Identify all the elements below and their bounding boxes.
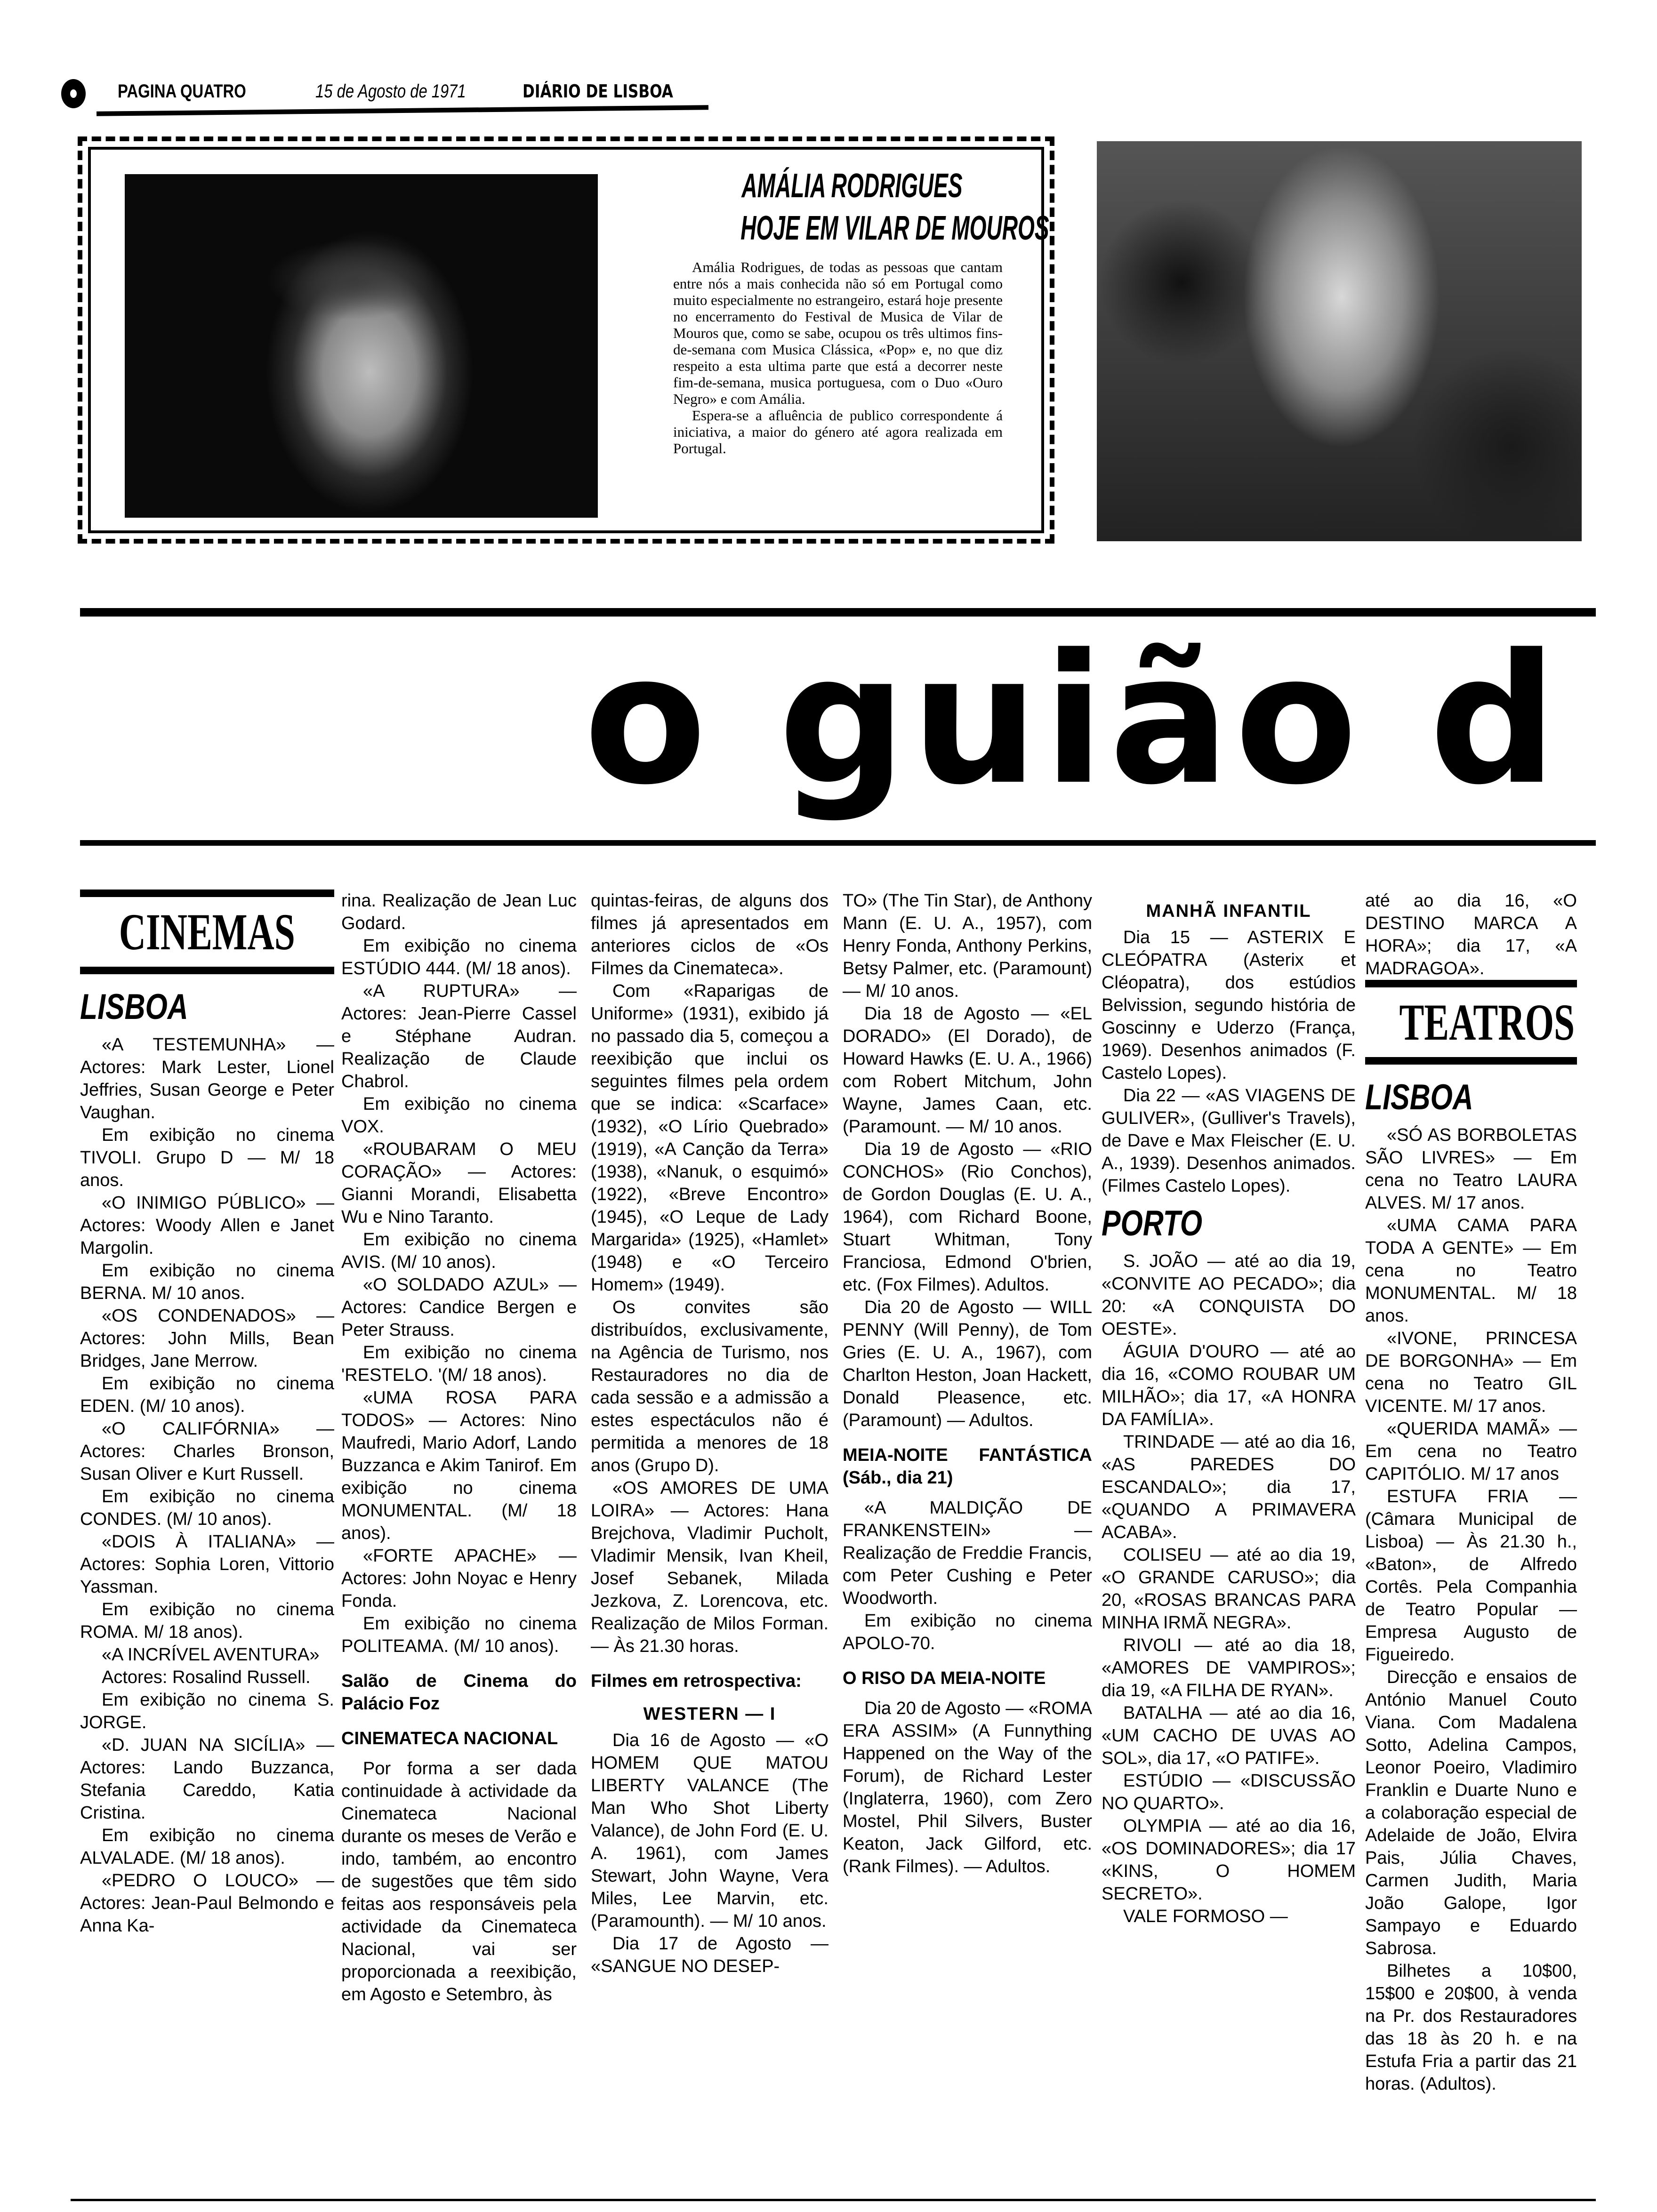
listing-paragraph: RIVOLI — até ao dia 18, «AMORES DE VAMPIROS»; dia 19, «A FILHA DE RYAN».	[1102, 1635, 1356, 1700]
listing-paragraph: «A RUPTURA» — Actores: Jean-Pierre Cassel e Stéphane Audran. Realização de Claude Chabrol.	[341, 981, 577, 1091]
listing-paragraph: S. JOÃO — até ao dia 19, «CONVITE AO PECADO»; dia 20: «A CONQUISTA DO OESTE».	[1102, 1251, 1356, 1339]
listing-paragraph: Em exibição no cinema ALVALADE. (M/ 18 anos).	[80, 1826, 334, 1868]
feature-headline	[678, 165, 1049, 254]
listing-paragraph: Em exibição no cinema ROMA. M/ 18 anos).	[80, 1600, 334, 1642]
guide-headline: o guião d	[584, 616, 1562, 824]
listing-paragraph: «A INCRÍVEL AVENTURA»	[102, 1645, 320, 1665]
feature-headline-line1: AMÁLIA RODRIGUES	[741, 167, 963, 205]
listing-paragraph: «FORTE APACHE» — Actores: John Noyac e Henry Fonda.	[341, 1546, 577, 1611]
listing-paragraph: Em exibição no cinema EDEN. (M/ 10 anos).	[80, 1374, 334, 1416]
listing-paragraph: Com «Raparigas de Uniforme» (1931), exibido já no passado dia 5, começou a reexibição que inclui os seguintes filmes pela ordem que se indica: «Scarface» (1932), «O Lírio Quebrado» (1919), «A Canção da Terra» (1938), «Nanuk, o esquimó» (1922), «Breve Encontro» (1945), «O Leque de Lady Margarida» (1925), «Hamlet» (1948) e «O Terceiro Homem» (1949).	[591, 981, 828, 1295]
listing-paragraph: Em exibição no cinema S. JORGE.	[80, 1690, 334, 1732]
listing-paragraph: Em exibição no cinema VOX.	[341, 1094, 577, 1137]
amalia-portrait-photo	[125, 174, 598, 518]
listing-paragraph: Em exibição no cinema AVIS. (M/ 10 anos).	[341, 1230, 577, 1272]
listing-paragraph: BATALHA — até ao dia 16, «UM CACHO DE UVAS AO SOL», dia 17, «O PATIFE».	[1102, 1703, 1356, 1768]
page-number: PAGINA QUATRO	[118, 81, 246, 102]
feature-paragraph: Amália Rodrigues, de todas as pessoas que cantam entre nós a mais conhecida não só em Portugal como muito especialmente no estrangeiro, estará hoje presente no encerramento do Festival de Musica de Vilar de Mouros que, como se sabe, ocupou os três ultimos fins-de-semana com Musica Clássica, «Pop» e, no que diz respeito a esta ultima parte que está a decorrer neste fim-de-semana, musica portuguesa, com o Duo «Ouro Negro» e com Amália.	[673, 259, 1003, 407]
section-heading-text: CINEMAS	[119, 903, 296, 961]
continued-paragraph: TO» (The Tin Star), de Anthony Mann (E. U. A., 1957), com Henry Fonda, Anthony Perkins, Betsy Palmer, etc. (Paramount) — M/ 10 anos.	[843, 891, 1092, 1001]
listing-paragraph: Dia 18 de Agosto — «EL DORADO» (El Dorado), de Howard Hawks (E. U. A., 1966) com Robert Mitchum, John Wayne, James Caan, etc. (Paramount. — M/ 10 anos.	[843, 1004, 1092, 1137]
listing-paragraph: Dia 20 de Agosto — WILL PENNY (Will Penny), de Tom Gries (E. U. A., 1967), com Charlton Heston, Joan Hackett, Donald Pleasence, etc. (Paramount) — Adultos.	[843, 1298, 1092, 1430]
listing-paragraph: Direcção e ensaios de António Manuel Couto Viana. Com Madalena Sotto, Adelina Campos, Leonor Poeiro, Vladimiro Franklin e Duarte Nuno e a colaboração especial de Adelaide de João, Elvira Pais, Júlia Chaves, Carmen Judith, Maria João Galope, Igor Sampayo e Eduardo Sabrosa.	[1365, 1667, 1577, 1958]
subheading: Filmes em retrospectiva:	[591, 1671, 802, 1691]
listing-paragraph: «O INIMIGO PÚBLICO» — Actores: Woody Allen e Janet Margolin.	[80, 1193, 334, 1258]
listing-paragraph: «OS CONDENADOS» — Actores: John Mills, Bean Bridges, Jane Merrow.	[80, 1306, 334, 1371]
listing-paragraph: Em exibição no cinema ESTÚDIO 444. (M/ 18 anos).	[341, 936, 577, 978]
listing-paragraph: ESTUFA FRIA — (Câmara Municipal de Lisboa) — Às 21.30 h., «Baton», de Alfredo Cortês. Pela Companhia de Teatro Popular — Empresa Augusto de Figueiredo.	[1365, 1487, 1577, 1665]
feature-paragraph: Espera-se a afluência de publico correspondente á iniciativa, a maior do género até agora realizada em Portugal.	[673, 407, 1003, 457]
listing-paragraph: COLISEU — até ao dia 19, «O GRANDE CARUSO»; dia 20, «ROSAS BRANCAS PARA MINHA IRMÃ NEGRA».	[1102, 1545, 1356, 1633]
subheading: Salão de Cinema do Palácio Foz	[341, 1671, 577, 1714]
listing-paragraph: «D. JUAN NA SICÍLIA» — Actores: Lando Buzzanca, Stefania Careddo, Katia Cristina.	[80, 1735, 334, 1823]
centered-subheading: WESTERN — I	[643, 1704, 776, 1724]
listing-paragraph: Em exibição no cinema POLITEAMA. (M/ 10 anos).	[341, 1614, 577, 1656]
continued-paragraph: rina. Realização de Jean Luc Godard.	[341, 891, 577, 933]
page-bottom-rule	[71, 2199, 1596, 2201]
section-heading	[80, 890, 334, 974]
subheading: MEIA-NOITE FANTÁSTICA (Sáb., dia 21)	[843, 1445, 1092, 1488]
listings-column-3	[591, 890, 828, 1978]
subheading: CINEMATECA NACIONAL	[341, 1729, 558, 1748]
listing-paragraph: Em exibição no cinema 'RESTELO. '(M/ 18 anos).	[341, 1343, 577, 1385]
listing-paragraph: Dia 19 de Agosto — «RIO CONCHOS» (Rio Conchos), de Gordon Douglas (E. U. A., 1964), com Richard Boone, Stuart Whitman, Tony Franciosa, Edmond O'brien, etc. (Fox Filmes). Adultos.	[843, 1139, 1092, 1295]
listing-paragraph: «A TESTEMUNHA» — Actores: Mark Lester, Lionel Jeffries, Susan George e Peter Vaughan.	[80, 1035, 334, 1122]
listing-paragraph: Em exibição no cinema TIVOLI. Grupo D — M/ 18 anos.	[80, 1125, 334, 1190]
city-heading: PORTO	[1102, 1203, 1202, 1243]
listings-column-6	[1365, 890, 1577, 2095]
listing-paragraph: VALE FORMOSO —	[1123, 1907, 1288, 1926]
listing-paragraph: «UMA ROSA PARA TODOS» — Actores: Nino Maufredi, Mario Adorf, Lando Buzzanca e Akim Tanirof. Em exibição no cinema MONUMENTAL. (M/ 18 anos).	[341, 1388, 577, 1543]
bullet-icon	[61, 79, 86, 108]
listing-paragraph: Em exibição no cinema APOLO-70.	[843, 1611, 1092, 1653]
listing-paragraph: «QUERIDA MAMÃ» — Em cena no Teatro CAPITÓLIO. M/ 17 anos	[1365, 1419, 1577, 1484]
feature-body	[673, 259, 1003, 457]
listing-paragraph: ÁGUIA D'OURO — até ao dia 16, «COMO ROUBAR UM MILHÃO»; dia 17, «A HONRA DA FAMÍLIA».	[1102, 1342, 1356, 1429]
listing-paragraph: Bilhetes a 10$00, 15$00 e 20$00, à venda na Pr. dos Restauradores das 18 às 20 h. e na Estufa Fria a partir das 21 horas. (Adultos).	[1365, 1961, 1577, 2094]
listing-paragraph: Em exibição no cinema CONDES. (M/ 10 anos).	[80, 1487, 334, 1529]
listing-paragraph: Dia 16 de Agosto — «O HOMEM QUE MATOU LIBERTY VALANCE (The Man Who Shot Liberty Valance), de John Ford (E. U. A. 1961), com James Stewart, John Wayne, Vera Miles, Lee Marvin, etc. (Paramounth). — M/ 10 anos.	[591, 1731, 828, 1931]
festival-photo	[1097, 141, 1582, 541]
listing-paragraph: «DOIS À ITALIANA» — Actores: Sophia Loren, Vittorio Yassman.	[80, 1532, 334, 1597]
continued-paragraph: até ao dia 16, «O DESTINO MARCA A HORA»; dia 17, «A MADRAGOA».	[1365, 891, 1577, 978]
listings-column-4	[843, 890, 1092, 1878]
listing-paragraph: Os convites são distribuídos, exclusivamente, na Agência de Turismo, nos Restauradores no dia de cada sessão e a admissão a estes espectáculos não é permitida a menores de 18 anos (Grupo D).	[591, 1298, 828, 1475]
newspaper-name: DIÁRIO DE LISBOA	[523, 81, 673, 102]
page-masthead	[52, 71, 720, 113]
section-rule-bottom	[80, 840, 1596, 846]
section-heading-text: TEATROS	[1399, 994, 1575, 1051]
subheading: O RISO DA MEIA-NOITE	[843, 1668, 1046, 1688]
listing-paragraph: Por forma a ser dada continuidade à actividade da Cinemateca Nacional durante os meses de Verão e indo, também, ao encontro de sugestões que têm sido feitas aos responsáveis pela actividade da Cinemateca Nacional, vai ser proporcionada a reexibição, em Agosto e Setembro, às	[341, 1759, 577, 2004]
continued-paragraph: quintas-feiras, de alguns dos filmes já apresentados em anteriores ciclos de «Os Filmes da Cinemateca».	[591, 891, 828, 978]
listing-paragraph: TRINDADE — até ao dia 16, «AS PAREDES DO ESCANDALO»; dia 17, «QUANDO A PRIMAVERA ACABA».	[1102, 1432, 1356, 1542]
listings-column-1	[80, 890, 334, 1937]
listing-paragraph: «A MALDIÇÃO DE FRANKENSTEIN» — Realização de Freddie Francis, com Peter Cushing e Peter Woodworth.	[843, 1498, 1092, 1608]
listing-paragraph: Dia 15 — ASTERIX E CLEÓPATRA (Asterix et Cléopatra), dos estúdios Belvission, segundo história de Goscinny e Uderzo (França, 1969). Desenhos animados (F. Castelo Lopes).	[1102, 928, 1356, 1083]
listing-paragraph: Actores: Rosalind Russell.	[102, 1667, 311, 1687]
listing-paragraph: «UMA CAMA PARA TODA A GENTE» — Em cena no Teatro MONUMENTAL. M/ 18 anos.	[1365, 1216, 1577, 1326]
listing-paragraph: «OS AMORES DE UMA LOIRA» — Actores: Hana Brejchova, Vladimir Pucholt, Vladimir Mensik, Ivan Kheil, Josef Sebanek, Milada Jezkova, Z. Lorencova, etc. Realização de Milos Forman. — Às 21.30 horas.	[591, 1478, 828, 1656]
listing-paragraph: OLYMPIA — até ao dia 16, «OS DOMINADORES»; dia 17 «KINS, O HOMEM SECRETO».	[1102, 1816, 1356, 1904]
listing-paragraph: Em exibição no cinema BERNA. M/ 10 anos.	[80, 1261, 334, 1303]
centered-subheading: MANHÃ INFANTIL	[1146, 901, 1311, 921]
issue-date: 15 de Agosto de 1971	[315, 81, 466, 102]
listing-paragraph: «PEDRO O LOUCO» — Actores: Jean-Paul Belmondo e Anna Ka-	[80, 1871, 334, 1936]
listing-paragraph: «SÓ AS BORBOLETAS SÃO LIVRES» — Em cena no Teatro LAURA ALVES. M/ 17 anos.	[1365, 1125, 1577, 1213]
listing-paragraph: Dia 22 — «AS VIAGENS DE GULIVER», (Gulliver's Travels), de Dave e Max Fleischer (E. U. A., 1939). Desenhos animados. (Filmes Castelo Lopes).	[1102, 1086, 1356, 1196]
city-heading: LISBOA	[1365, 1077, 1473, 1117]
listing-paragraph: «O CALIFÓRNIA» — Actores: Charles Bronson, Susan Oliver e Kurt Russell.	[80, 1419, 334, 1484]
listings-column-5	[1102, 890, 1356, 1928]
listing-paragraph: «O SOLDADO AZUL» — Actores: Candice Bergen e Peter Strauss.	[341, 1275, 577, 1340]
city-heading: LISBOA	[80, 987, 188, 1027]
listing-paragraph: Dia 17 de Agosto — «SANGUE NO DESEP-	[591, 1934, 828, 1976]
section-heading	[1365, 980, 1577, 1065]
listing-paragraph: Dia 20 de Agosto — «ROMA ERA ASSIM» (A Funnything Happened on the Way of the Forum), de Richard Lester (Inglaterra, 1960), com Zero Mostel, Phil Silvers, Buster Keaton, Jack Gilford, etc. (Rank Filmes). — Adultos.	[843, 1699, 1092, 1876]
listing-paragraph: «ROUBARAM O MEU CORAÇÃO» — Actores: Gianni Morandi, Elisabetta Wu e Nino Taranto.	[341, 1139, 577, 1227]
listing-paragraph: «IVONE, PRINCESA DE BORGONHA» — Em cena no Teatro GIL VICENTE. M/ 17 anos.	[1365, 1329, 1577, 1416]
masthead-rule	[97, 105, 708, 116]
listing-paragraph: ESTÚDIO — «DISCUSSÃO NO QUARTO».	[1102, 1771, 1356, 1813]
listings-column-2	[341, 890, 577, 2006]
feature-headline-line2: HOJE EM VILAR DE MOUROS	[740, 209, 1049, 247]
